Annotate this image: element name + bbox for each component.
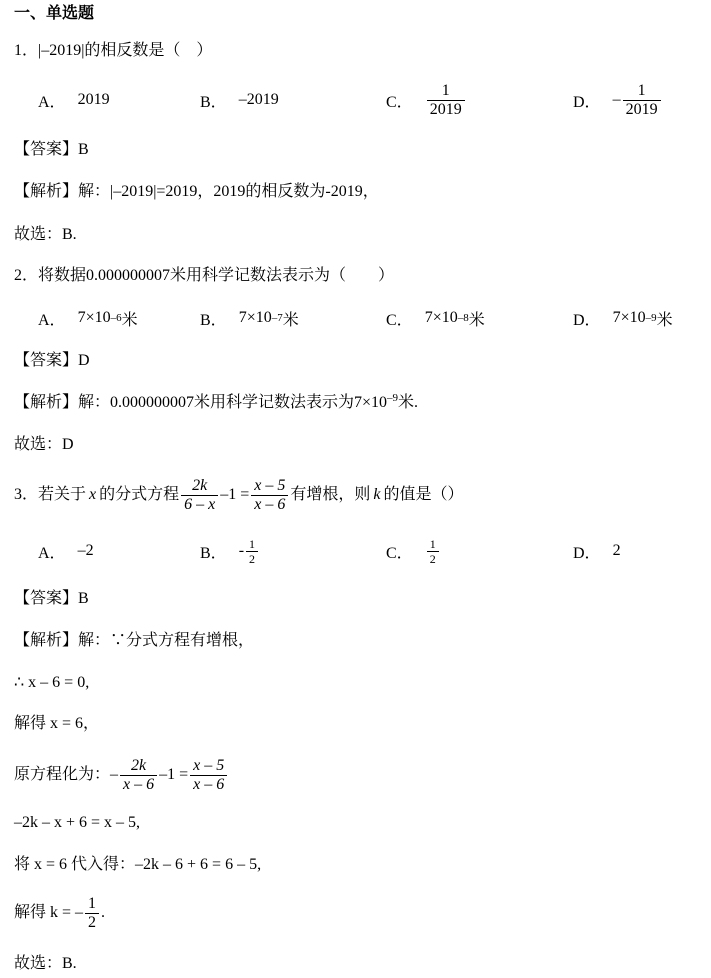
stem-text: 的分式方程	[99, 486, 180, 503]
option-label: C．	[386, 544, 413, 562]
stem-text: 3．若关于	[14, 486, 87, 503]
fraction-numerator: x – 5	[254, 476, 286, 494]
analysis-base: 7×10	[354, 394, 388, 411]
q3-option-c	[386, 529, 441, 573]
option-unit: 米	[656, 311, 673, 329]
option-base: 7×10	[424, 309, 458, 326]
question-2-stem: 2．将数据0.000000007米用科学记数法表示为（ ）	[14, 267, 395, 284]
q2-option-d: D． 7×10 –9 米	[573, 296, 673, 340]
step-text: 原方程化为：–	[14, 766, 119, 783]
q1-option-d	[573, 78, 663, 122]
option-label: B．	[200, 311, 227, 329]
stem-text: 有增根，则	[290, 486, 371, 503]
q1-option-c	[386, 78, 467, 122]
fraction	[427, 82, 465, 119]
q3-option-d	[573, 529, 621, 573]
fraction	[181, 477, 218, 514]
option-label: A．	[38, 544, 66, 562]
fraction-denominator: 2	[427, 551, 439, 566]
solution-step-2: 解得 x = 6，	[14, 715, 100, 732]
fraction-numerator: 1	[637, 81, 646, 99]
analysis-text: 【解析】解：0.000000007米用科学记数法表示为	[14, 394, 355, 411]
solution-step-1: ∴ x – 6 = 0,	[14, 674, 90, 691]
fraction	[190, 757, 227, 794]
solution-step-3	[14, 751, 229, 799]
step-text: .	[101, 904, 106, 921]
fraction	[623, 82, 661, 119]
stem-text: 的值是（）	[383, 486, 464, 503]
option-label: C．	[386, 93, 413, 111]
fraction	[85, 895, 99, 932]
option-label: A．	[38, 93, 66, 111]
option-base: 7×10	[77, 309, 111, 326]
q2-option-c: C． 7×10 –8 米	[386, 296, 485, 340]
q1-option-a	[38, 78, 110, 122]
option-label: D．	[573, 93, 601, 111]
q2-option-b: B． 7×10 –7 米	[200, 296, 299, 340]
option-text: 2	[612, 542, 621, 559]
question-2-options	[0, 296, 711, 340]
question-1-analysis: 【解析】解：|–2019|=2019，2019的相反数为-2019，	[14, 183, 379, 200]
option-unit: 米	[468, 311, 485, 329]
fraction-denominator: 2019	[623, 100, 661, 119]
question-1-options	[0, 78, 711, 122]
step-text: 解得 k = –	[14, 904, 84, 921]
fraction	[120, 757, 157, 794]
option-text: –2019	[238, 91, 279, 108]
question-2-choose: 故选：D	[14, 436, 74, 453]
question-2-answer: 【答案】D	[14, 352, 90, 369]
variable-x: x	[89, 486, 97, 503]
question-3-options	[0, 529, 711, 573]
question-1-stem: 1．|–2019|的相反数是（ ）	[14, 42, 213, 59]
option-base: 7×10	[238, 309, 272, 326]
fraction-numerator: 2k	[192, 476, 208, 494]
solution-step-4: –2k – x + 6 = x – 5,	[14, 814, 141, 831]
option-label: D．	[573, 311, 601, 329]
option-sign: -	[238, 542, 245, 559]
question-2-analysis	[14, 392, 418, 414]
analysis-tail: 米.	[398, 394, 419, 411]
option-label: A．	[38, 311, 66, 329]
question-3-choose: 故选：B.	[14, 955, 77, 972]
q3-option-a	[38, 529, 94, 573]
fraction-denominator: x – 6	[251, 495, 288, 514]
fraction-denominator: 2019	[427, 100, 465, 119]
question-3-analysis: 【解析】解：∵分式方程有增根，	[14, 632, 255, 649]
q3-option-b	[200, 529, 260, 573]
option-label: B．	[200, 93, 227, 111]
option-unit: 米	[121, 311, 138, 329]
q2-option-a: A． 7×10 –6 米	[38, 296, 138, 340]
fraction-denominator: 2	[246, 551, 258, 566]
question-3-answer: 【答案】B	[14, 590, 89, 607]
fraction	[251, 477, 288, 514]
solution-step-5: 将 x = 6 代入得：–2k – 6 + 6 = 6 – 5,	[14, 856, 262, 873]
fraction-numerator: 1	[429, 536, 436, 551]
option-text: –2	[77, 542, 94, 559]
question-3-stem	[14, 471, 464, 519]
question-1-choose: 故选：B.	[14, 226, 77, 243]
option-text: 2019	[77, 91, 110, 108]
option-sign: –	[612, 91, 621, 108]
fraction-numerator: 1	[441, 81, 450, 99]
option-label: D．	[573, 544, 601, 562]
fraction-denominator: x – 6	[190, 775, 227, 794]
stem-text: –1 =	[220, 486, 250, 503]
fraction-numerator: 1	[249, 536, 256, 551]
fraction-numerator: 2k	[131, 756, 147, 774]
step-text: –1 =	[159, 766, 189, 783]
question-1-answer: 【答案】B	[14, 141, 89, 158]
fraction-numerator: x – 5	[193, 756, 225, 774]
option-label: C．	[386, 311, 413, 329]
option-unit: 米	[282, 311, 299, 329]
fraction-denominator: x – 6	[120, 775, 157, 794]
q1-option-b	[200, 78, 279, 122]
fraction	[427, 537, 439, 566]
fraction-denominator: 6 – x	[181, 495, 218, 514]
fraction-denominator: 2	[85, 913, 99, 932]
analysis-exponent: –9	[387, 392, 399, 404]
option-label: B．	[200, 544, 227, 562]
section-title: 一、单选题	[14, 5, 95, 22]
fraction	[246, 537, 258, 566]
option-base: 7×10	[612, 309, 646, 326]
solution-step-6	[14, 889, 105, 937]
fraction-numerator: 1	[88, 894, 97, 912]
variable-k: k	[373, 486, 381, 503]
